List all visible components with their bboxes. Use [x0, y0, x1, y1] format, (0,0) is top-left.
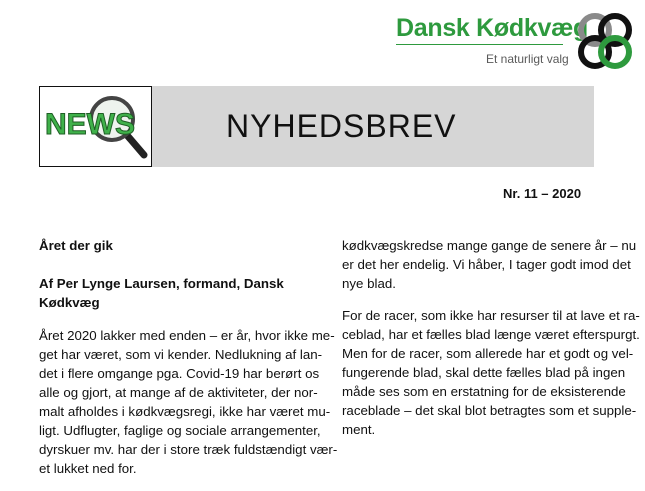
text-line: ment.: [342, 422, 376, 437]
article-right-column: [342, 236, 640, 452]
text-line: dyrskuer mv. har der i store træk fuldstændigt vær-: [39, 442, 338, 457]
text-line: get har været, som vi kender. Nedlukning af lan-: [39, 347, 323, 362]
text-line: ceblad, har et fælles blad længe været efterspurgt.: [342, 327, 640, 342]
text-line: Men for de racer, som allerede har et godt og vel-: [342, 346, 634, 361]
article-paragraph-1: [39, 326, 338, 478]
brand-tagline: Et naturligt valg: [486, 52, 569, 66]
newsletter-title: NYHEDSBREV: [226, 108, 457, 144]
news-logo: [39, 86, 152, 167]
brand-underline: [396, 44, 563, 45]
text-line: nye blad.: [342, 276, 396, 291]
brand-name: Dansk Kødkvæg: [396, 14, 588, 42]
article-byline: Af Per Lynge Laursen, formand, Dansk Kødkvæg: [39, 276, 284, 310]
text-line: måde ses som en erstatning for de eksisterende: [342, 384, 626, 399]
text-line: fungerende blad, skal dette fælles blad på ingen: [342, 365, 626, 380]
article-paragraph-3: [342, 306, 640, 439]
text-line: ligt. Udflugter, faglige og sociale arrangementer,: [39, 423, 321, 438]
text-line: det i flere omgange pga. Covid-19 har berørt os: [39, 366, 320, 381]
news-label: NEWS: [45, 108, 135, 141]
text-line: er det her endelig. Vi håber, I tager godt imod det: [342, 257, 631, 272]
article-left-column: [39, 236, 338, 491]
text-line: raceblade – det skal blot betragtes som et supple-: [342, 403, 637, 418]
magnifying-glass-icon: [40, 87, 151, 166]
interlocking-rings-logo-icon: [573, 9, 637, 73]
text-line: Året 2020 lakker med enden – er år, hvor ikke me-: [39, 328, 335, 343]
text-line: alle og gjort, at mange af de aktiviteter, der nor-: [39, 385, 318, 400]
text-line: malt afholdes i kødkvægsregi, ikke har været mu-: [39, 404, 331, 419]
text-line: kødkvægskredse mange gange de senere år – nu: [342, 238, 637, 253]
article-paragraph-2: [342, 236, 637, 293]
text-line: et lukket ned for.: [39, 461, 137, 476]
article-heading: Året der gik: [39, 238, 113, 253]
issue-number: Nr. 11 – 2020: [503, 186, 582, 201]
text-line: For de racer, som ikke har resurser til at lave et ra-: [342, 308, 640, 323]
